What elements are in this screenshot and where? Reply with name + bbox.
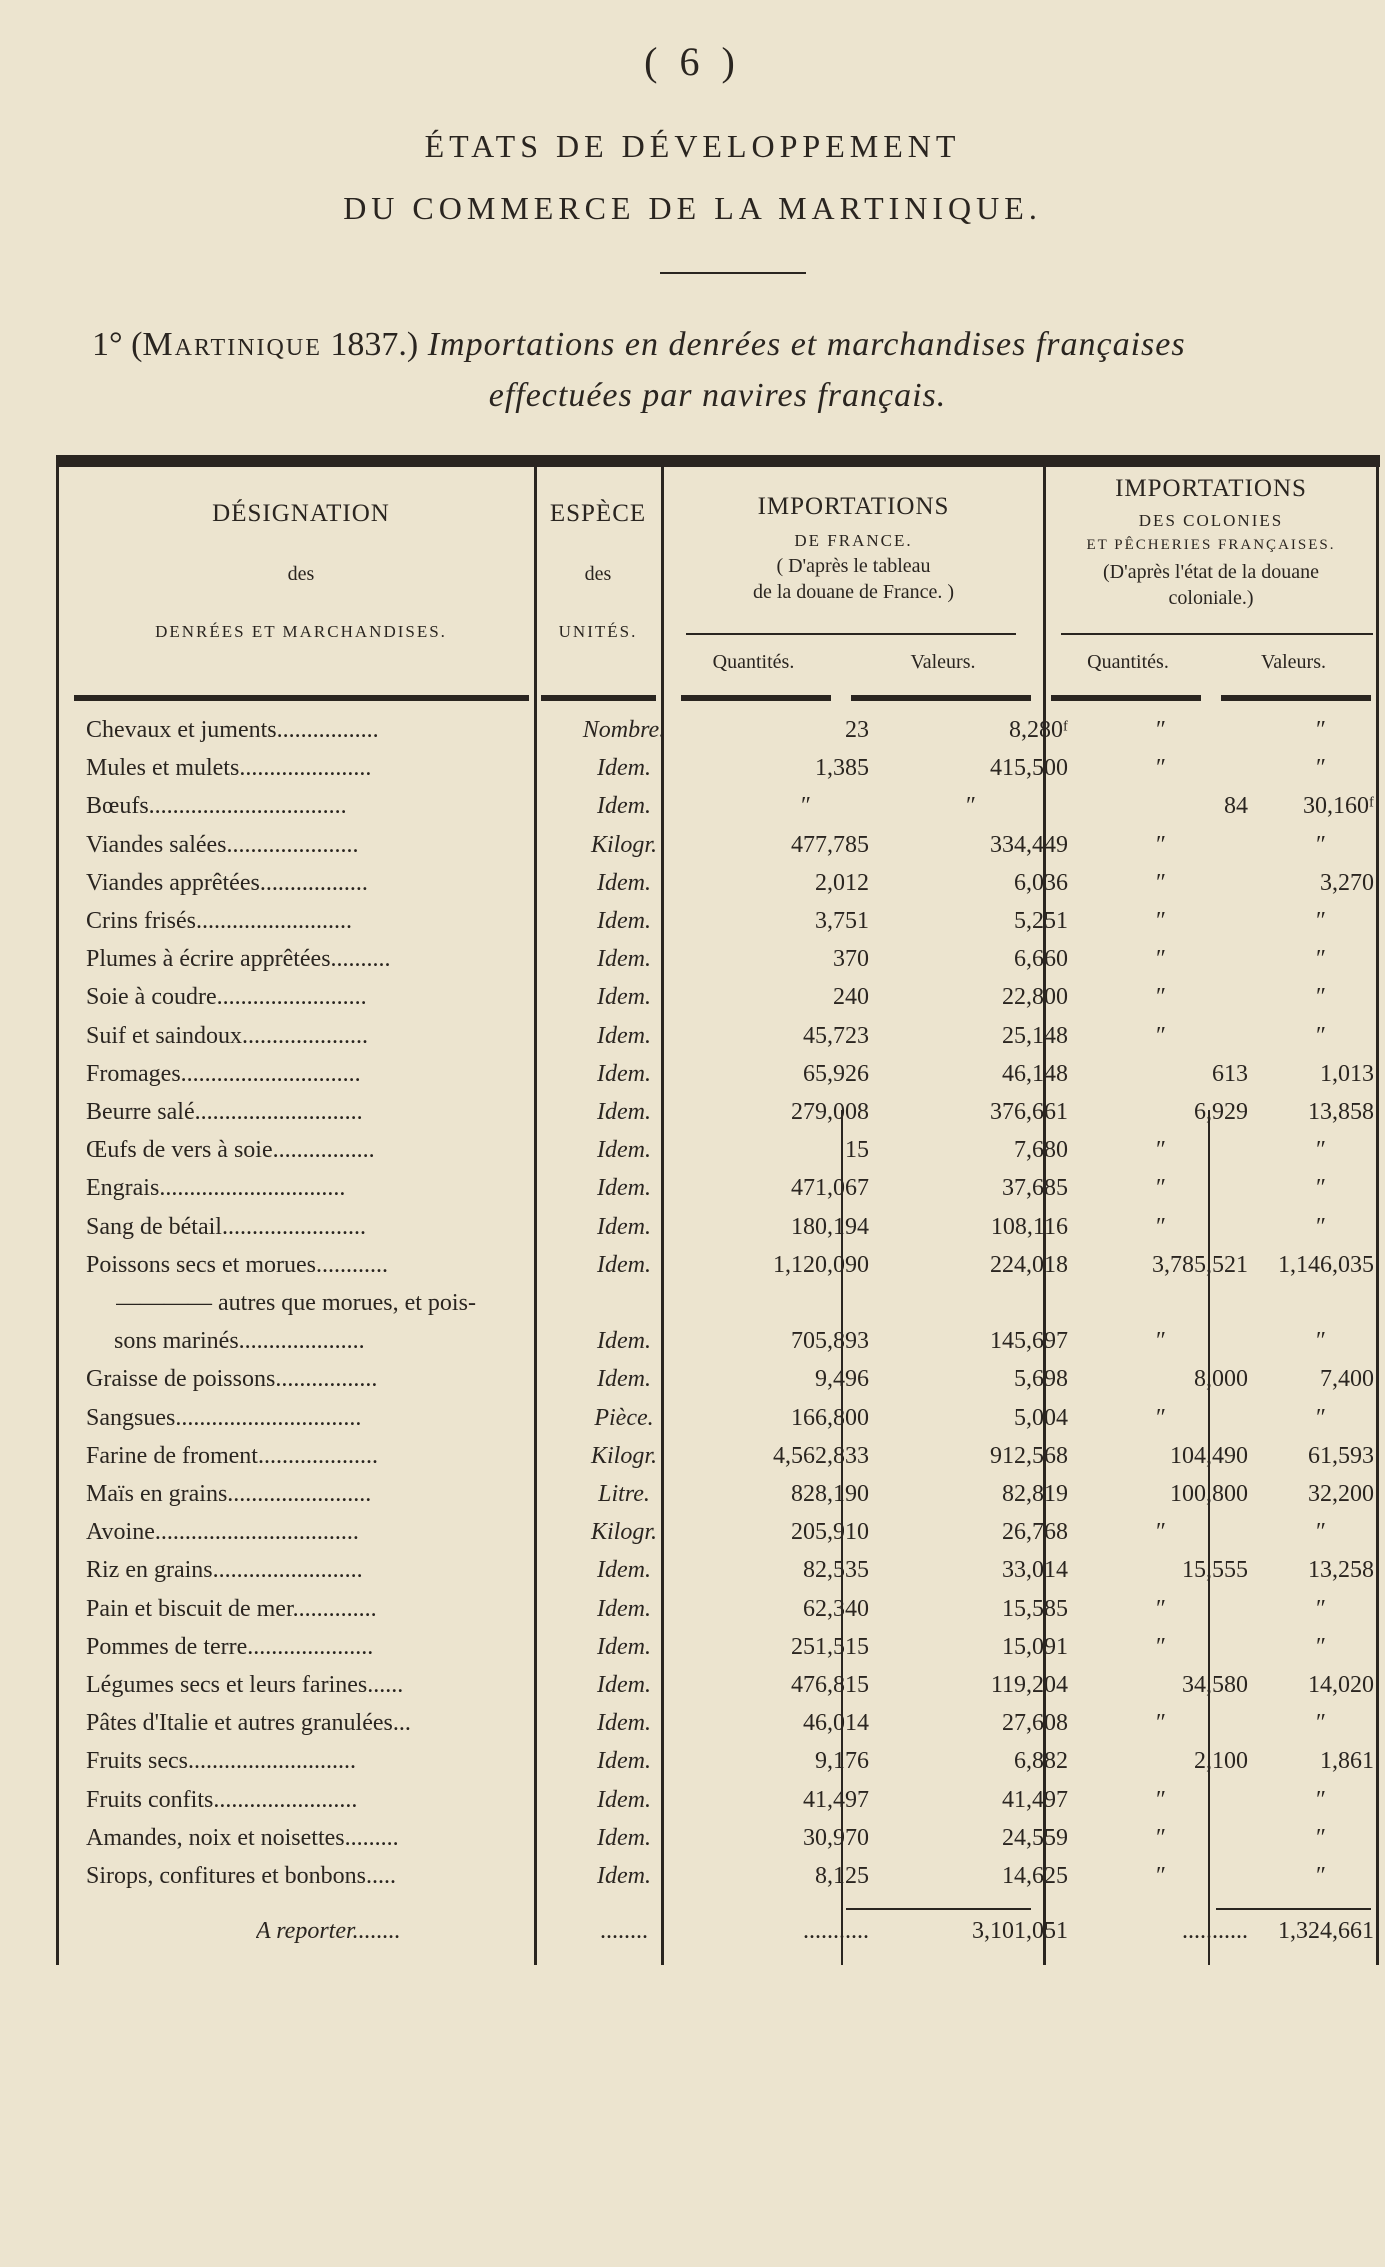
row-colonies-value: ″ <box>1316 1404 1326 1431</box>
row-name: Bœufs................................. <box>86 793 347 820</box>
row-unit: Idem. <box>597 793 651 820</box>
subtitle-italic1: Importations en denrées et marchandises françaises <box>418 326 1186 363</box>
row-unit: Kilogr. <box>590 831 658 858</box>
row-france-quantity: 477,785 <box>791 831 869 858</box>
row-france-quantity: 205,910 <box>791 1519 869 1546</box>
row-france-value: 6,036 <box>1014 869 1068 896</box>
table-row <box>56 1290 1380 1328</box>
row-name: Amandes, noix et noisettes......... <box>86 1824 399 1851</box>
row-colonies-value: 1,861 <box>1320 1748 1374 1775</box>
row-unit: Idem. <box>597 1595 651 1622</box>
row-colonies-quantity: ″ <box>1156 869 1166 896</box>
table-row <box>56 1366 1380 1404</box>
row-unit: Kilogr. <box>590 1519 658 1546</box>
row-name: Œufs de vers à soie................. <box>86 1137 375 1164</box>
table-row <box>56 793 1380 831</box>
row-name: Fruits confits........................ <box>86 1786 358 1813</box>
row-colonies-value: ″ <box>1316 1595 1326 1622</box>
row-colonies-quantity: ″ <box>1156 984 1166 1011</box>
row-name: Chevaux et juments................. <box>86 717 379 743</box>
row-france-quantity: 65,926 <box>803 1060 869 1087</box>
header-designation-des: des <box>287 563 315 585</box>
row-france-quantity: 166,800 <box>791 1404 869 1431</box>
row-colonies-quantity: ″ <box>1156 946 1166 973</box>
row-colonies-value: ″ <box>1316 1213 1326 1240</box>
table-top-band <box>56 455 1380 467</box>
table-row <box>56 1634 1380 1672</box>
subtitle-year: 1837.) <box>321 326 419 363</box>
row-name: Fruits secs............................ <box>86 1748 356 1775</box>
colonies-sub-rule <box>1061 633 1373 635</box>
table-row <box>56 1137 1380 1175</box>
header-quantites2: Quantités. <box>1087 651 1169 673</box>
header-colonies-sub3: (D'après l'état de la douane <box>1103 561 1319 583</box>
row-france-value: 5,698 <box>1014 1366 1068 1393</box>
header-colonies-sub1: DES COLONIES <box>1138 511 1284 530</box>
table-row <box>56 717 1380 755</box>
row-name: Pâtes d'Italie et autres granulées... <box>86 1710 411 1737</box>
table-row <box>56 1596 1380 1634</box>
row-unit: Idem. <box>597 1863 651 1889</box>
table-row <box>56 1825 1380 1863</box>
header-bottom-rule-5 <box>1051 695 1201 701</box>
row-france-quantity: 82,535 <box>803 1557 869 1584</box>
table-row <box>56 1252 1380 1290</box>
row-unit: Idem. <box>597 1137 651 1164</box>
row-unit: Idem. <box>597 1175 651 1202</box>
row-colonies-value: ″ <box>1316 984 1326 1011</box>
row-colonies-quantity: 8,000 <box>1194 1366 1248 1393</box>
row-name: Engrais............................... <box>86 1175 346 1202</box>
row-france-quantity: 9,496 <box>815 1366 869 1393</box>
header-bottom-rule-6 <box>1221 695 1371 701</box>
row-name: Poissons secs et morues............ <box>86 1251 388 1278</box>
row-france-quantity: 3,751 <box>815 908 869 934</box>
row-france-quantity: 30,970 <box>803 1824 869 1851</box>
row-france-quantity: 4,562,833 <box>773 1442 869 1469</box>
row-name: Plumes à écrire apprêtées.......... <box>86 946 391 973</box>
row-colonies-quantity: 15,555 <box>1182 1557 1248 1584</box>
row-france-value: 27,608 <box>1002 1710 1068 1737</box>
table-row <box>56 1061 1380 1099</box>
row-colonies-value: ″ <box>1316 1710 1326 1737</box>
header-bottom-rule-1 <box>74 695 529 701</box>
row-colonies-quantity: ″ <box>1156 831 1166 858</box>
row-france-value: 224,018 <box>990 1251 1068 1278</box>
row-france-value: 145,697 <box>990 1328 1068 1355</box>
sum-rule-france <box>846 1908 1031 1910</box>
row-colonies-value: ″ <box>1316 831 1326 858</box>
row-france-value: 6,882 <box>1014 1748 1068 1775</box>
row-unit: Idem. <box>597 869 651 896</box>
row-france-quantity: 2,012 <box>815 869 869 896</box>
row-france-value: 5,004 <box>1014 1404 1068 1431</box>
row-france-value: 6,660 <box>1014 946 1068 973</box>
row-france-quantity: 46,014 <box>803 1710 869 1737</box>
row-name: Pain et biscuit de mer.............. <box>86 1595 377 1622</box>
row-france-value: ″ <box>966 793 976 820</box>
table-row <box>56 1748 1380 1786</box>
header-designation: DÉSIGNATION <box>212 500 390 527</box>
row-unit: Idem. <box>597 1251 651 1278</box>
row-unit: Kilogr. <box>590 1442 658 1469</box>
row-colonies-value: 14,020 <box>1308 1672 1374 1698</box>
row-france-quantity: 62,340 <box>803 1595 869 1622</box>
row-unit: Idem. <box>597 984 651 1011</box>
row-colonies-quantity: ″ <box>1156 1519 1166 1546</box>
table-row <box>56 1787 1380 1825</box>
table-row <box>56 1214 1380 1252</box>
row-colonies-quantity: ″ <box>1156 1137 1166 1164</box>
row-name: Soie à coudre......................... <box>86 984 367 1011</box>
total-france-value: 3,101,051 <box>972 1918 1068 1944</box>
row-colonies-value: ″ <box>1316 1633 1326 1660</box>
subtitle-italic2: effectuées par navires français. <box>488 377 947 414</box>
header-france-title: IMPORTATIONS <box>757 493 950 520</box>
row-name: Avoine.................................. <box>86 1519 359 1546</box>
row-colonies-value: 13,858 <box>1308 1099 1374 1125</box>
row-france-quantity: 279,008 <box>791 1099 869 1125</box>
row-unit: Idem. <box>597 1328 651 1355</box>
row-unit: Idem. <box>597 1710 651 1737</box>
row-france-quantity: 476,815 <box>791 1672 869 1698</box>
row-france-value: 41,497 <box>1002 1786 1068 1813</box>
row-colonies-value: 1,146,035 <box>1278 1251 1374 1278</box>
row-colonies-quantity: 3,785,521 <box>1152 1251 1248 1278</box>
row-colonies-quantity: ″ <box>1156 755 1166 782</box>
row-colonies-quantity: 613 <box>1212 1060 1248 1087</box>
table-row <box>56 832 1380 870</box>
row-france-value: 119,204 <box>990 1672 1068 1698</box>
row-name: ———— autres que morues, et pois- <box>116 1290 476 1316</box>
row-france-value: 334,449 <box>990 831 1068 858</box>
row-france-quantity: 471,067 <box>791 1175 869 1202</box>
row-name: Farine de froment.................... <box>86 1442 378 1469</box>
row-france-value: 33,014 <box>1002 1557 1068 1584</box>
row-name: Riz en grains......................... <box>86 1557 363 1584</box>
row-unit: Idem. <box>597 1060 651 1087</box>
row-name: Beurre salé............................ <box>86 1099 363 1125</box>
row-name: Viandes salées...................... <box>86 831 359 858</box>
table-row <box>56 755 1380 793</box>
header-colonies-title: IMPORTATIONS <box>1115 475 1307 502</box>
row-colonies-value: ″ <box>1316 908 1326 934</box>
total-unit: ........ <box>600 1918 648 1944</box>
row-france-value: 15,585 <box>1002 1595 1068 1622</box>
row-name: Mules et mulets...................... <box>86 755 372 782</box>
row-unit: Nombre. <box>582 717 666 743</box>
total-label: A reporter........ <box>256 1918 401 1944</box>
row-colonies-quantity: ″ <box>1156 1404 1166 1431</box>
row-france-quantity: ″ <box>801 793 811 820</box>
header-espece: ESPÈCE <box>549 500 647 527</box>
row-name: Viandes apprêtées.................. <box>86 869 368 896</box>
row-colonies-value: 32,200 <box>1308 1481 1374 1507</box>
row-colonies-value: ″ <box>1316 1328 1326 1355</box>
header-france-sub3: de la douane de France. ) <box>752 581 954 603</box>
header-colonies-sub2: ET PÊCHERIES FRANÇAISES. <box>1086 537 1336 553</box>
table-row <box>56 984 1380 1022</box>
table-row <box>56 1023 1380 1061</box>
row-name: Sirops, confitures et bonbons..... <box>86 1863 396 1889</box>
row-colonies-value: ″ <box>1316 1175 1326 1202</box>
row-france-quantity: 1,120,090 <box>773 1251 869 1278</box>
title-rule <box>660 272 806 274</box>
row-france-value: 7,680 <box>1014 1137 1068 1164</box>
row-colonies-quantity: ″ <box>1156 1175 1166 1202</box>
row-colonies-value: ″ <box>1316 1022 1326 1049</box>
row-colonies-value: ″ <box>1316 1519 1326 1546</box>
subtitle-line1 <box>92 326 1382 364</box>
row-unit: Idem. <box>597 1213 651 1240</box>
france-sub-rule <box>686 633 1016 635</box>
row-france-value: 22,800 <box>1002 984 1068 1011</box>
row-france-quantity: 41,497 <box>803 1786 869 1813</box>
row-france-quantity: 45,723 <box>803 1022 869 1049</box>
row-name: Maïs en grains........................ <box>86 1481 372 1507</box>
row-france-value: 15,091 <box>1002 1633 1068 1660</box>
total-colonies-quantity: ........... <box>1182 1918 1248 1944</box>
row-france-value: 108,116 <box>990 1213 1068 1240</box>
row-colonies-quantity: ″ <box>1156 1213 1166 1240</box>
row-france-quantity: 9,176 <box>815 1748 869 1775</box>
subtitle-line2 <box>0 377 1385 415</box>
row-colonies-quantity: ″ <box>1156 1824 1166 1851</box>
row-unit: Idem. <box>597 1748 651 1775</box>
page-number: ( 6 ) <box>644 39 741 84</box>
row-unit: Idem. <box>597 755 651 782</box>
table-row <box>56 1443 1380 1481</box>
row-unit: Pièce. <box>594 1404 654 1431</box>
row-colonies-value: ″ <box>1316 1786 1326 1813</box>
row-france-quantity: 15 <box>845 1137 869 1164</box>
row-colonies-value: ″ <box>1316 1137 1326 1164</box>
table-row <box>56 1519 1380 1557</box>
row-france-value: 14,625 <box>1002 1863 1068 1889</box>
row-france-quantity: 705,893 <box>791 1328 869 1355</box>
header-bottom-rule-2 <box>541 695 656 701</box>
row-colonies-quantity: ″ <box>1156 1786 1166 1813</box>
sum-rule-colonies <box>1216 1908 1371 1910</box>
table-row <box>56 946 1380 984</box>
row-colonies-quantity: ″ <box>1156 1328 1166 1355</box>
row-france-value: 8,280ᶠ <box>1008 717 1068 743</box>
row-france-quantity: 23 <box>845 717 869 743</box>
row-colonies-value: 7,400 <box>1320 1366 1374 1393</box>
subtitle-place: Martinique <box>142 326 322 363</box>
row-name: Crins frisés.......................... <box>86 908 352 934</box>
row-france-quantity: 180,194 <box>791 1213 869 1240</box>
row-colonies-quantity: 104,490 <box>1170 1442 1248 1469</box>
row-name: Fromages.............................. <box>86 1060 361 1087</box>
header-espece-des: des <box>584 563 612 585</box>
header-bottom-rule-3 <box>681 695 831 701</box>
row-unit: Litre. <box>598 1481 650 1507</box>
row-unit: Idem. <box>597 1824 651 1851</box>
row-france-quantity: 8,125 <box>815 1863 869 1889</box>
import-table <box>56 455 1380 1965</box>
row-colonies-value: 3,270 <box>1320 869 1374 896</box>
row-colonies-quantity: 2,100 <box>1194 1748 1248 1775</box>
row-france-value: 46,148 <box>1002 1060 1068 1087</box>
row-colonies-quantity: ″ <box>1156 1863 1166 1889</box>
row-france-value: 25,148 <box>1002 1022 1068 1049</box>
row-france-quantity: 240 <box>833 984 869 1011</box>
row-name: Suif et saindoux..................... <box>86 1022 368 1049</box>
table-row <box>56 1481 1380 1519</box>
header-espece-sub: UNITÉS. <box>558 622 638 641</box>
row-france-value: 912,568 <box>990 1442 1068 1469</box>
row-unit: Idem. <box>597 1672 651 1698</box>
row-colonies-value: ″ <box>1316 946 1326 973</box>
row-france-value: 26,768 <box>1002 1519 1068 1546</box>
subtitle-prefix: 1° ( <box>92 326 143 363</box>
header-valeurs2: Valeurs. <box>1261 651 1326 673</box>
table-row <box>56 1710 1380 1748</box>
row-unit: Idem. <box>597 1633 651 1660</box>
table-row <box>56 1672 1380 1710</box>
table-row <box>56 1175 1380 1213</box>
row-unit: Idem. <box>597 1366 651 1393</box>
row-colonies-value: ″ <box>1316 1863 1326 1889</box>
row-france-value: 24,559 <box>1002 1824 1068 1851</box>
row-france-quantity: 251,515 <box>791 1633 869 1660</box>
row-colonies-value: 30,160ᶠ <box>1302 793 1374 820</box>
row-colonies-value: ″ <box>1316 1824 1326 1851</box>
header-bottom-rule-4 <box>851 695 1031 701</box>
row-colonies-quantity: 84 <box>1224 793 1248 820</box>
table-row <box>56 1557 1380 1595</box>
row-france-value: 415,500 <box>990 755 1068 782</box>
header-france-sub1: DE FRANCE. <box>794 531 913 550</box>
row-unit: Idem. <box>597 946 651 973</box>
row-france-value: 5,251 <box>1014 908 1068 934</box>
row-name: Sang de bétail........................ <box>86 1213 366 1240</box>
row-colonies-quantity: ″ <box>1156 908 1166 934</box>
row-colonies-value: 13,258 <box>1308 1557 1374 1584</box>
table-row <box>56 908 1380 946</box>
table-row <box>56 870 1380 908</box>
header-designation-sub: DENRÉES ET MARCHANDISES. <box>155 622 447 641</box>
total-row <box>56 1918 1380 1956</box>
row-colonies-quantity: ″ <box>1156 1022 1166 1049</box>
row-colonies-value: 1,013 <box>1320 1060 1374 1087</box>
row-france-value: 82,819 <box>1002 1481 1068 1507</box>
row-name: Graisse de poissons................. <box>86 1366 378 1393</box>
header-valeurs: Valeurs. <box>910 651 976 673</box>
table-row <box>56 1328 1380 1366</box>
table-row <box>56 1099 1380 1137</box>
row-colonies-quantity: 6,929 <box>1194 1099 1248 1125</box>
row-colonies-quantity: ″ <box>1156 717 1166 743</box>
row-colonies-quantity: 34,580 <box>1182 1672 1248 1698</box>
row-colonies-value: ″ <box>1316 717 1326 743</box>
row-france-value: 37,685 <box>1002 1175 1068 1202</box>
table-row <box>56 1863 1380 1901</box>
row-colonies-quantity: ″ <box>1156 1595 1166 1622</box>
row-unit: Idem. <box>597 1786 651 1813</box>
row-colonies-quantity: ″ <box>1156 1633 1166 1660</box>
row-colonies-value: 61,593 <box>1308 1442 1374 1469</box>
row-colonies-quantity: 100,800 <box>1170 1481 1248 1507</box>
row-unit: Idem. <box>597 1022 651 1049</box>
row-france-quantity: 828,190 <box>791 1481 869 1507</box>
row-france-value: 376,661 <box>990 1099 1068 1125</box>
header-colonies-sub4: coloniale.) <box>1168 587 1254 609</box>
row-colonies-value: ″ <box>1316 755 1326 782</box>
row-unit: Idem. <box>597 908 651 934</box>
page-title-line1: ÉTATS DE DÉVELOPPEMENT <box>424 128 961 164</box>
total-colonies-value: 1,324,661 <box>1278 1918 1374 1944</box>
row-name: Pommes de terre..................... <box>86 1633 374 1660</box>
header-france-sub2: ( D'après le tableau <box>776 555 931 577</box>
row-unit: Idem. <box>597 1099 651 1125</box>
row-name: Légumes secs et leurs farines...... <box>86 1672 404 1698</box>
row-unit: Idem. <box>597 1557 651 1584</box>
header-quantites: Quantités. <box>712 651 795 673</box>
row-colonies-quantity: ″ <box>1156 1710 1166 1737</box>
row-france-quantity: 1,385 <box>815 755 869 782</box>
total-france-quantity: ........... <box>803 1918 869 1944</box>
table-row <box>56 1405 1380 1443</box>
page-title-line2: DU COMMERCE DE LA MARTINIQUE. <box>343 190 1042 226</box>
row-name: Sangsues............................... <box>86 1404 362 1431</box>
row-name: sons marinés..................... <box>114 1328 365 1355</box>
row-france-quantity: 370 <box>833 946 869 973</box>
